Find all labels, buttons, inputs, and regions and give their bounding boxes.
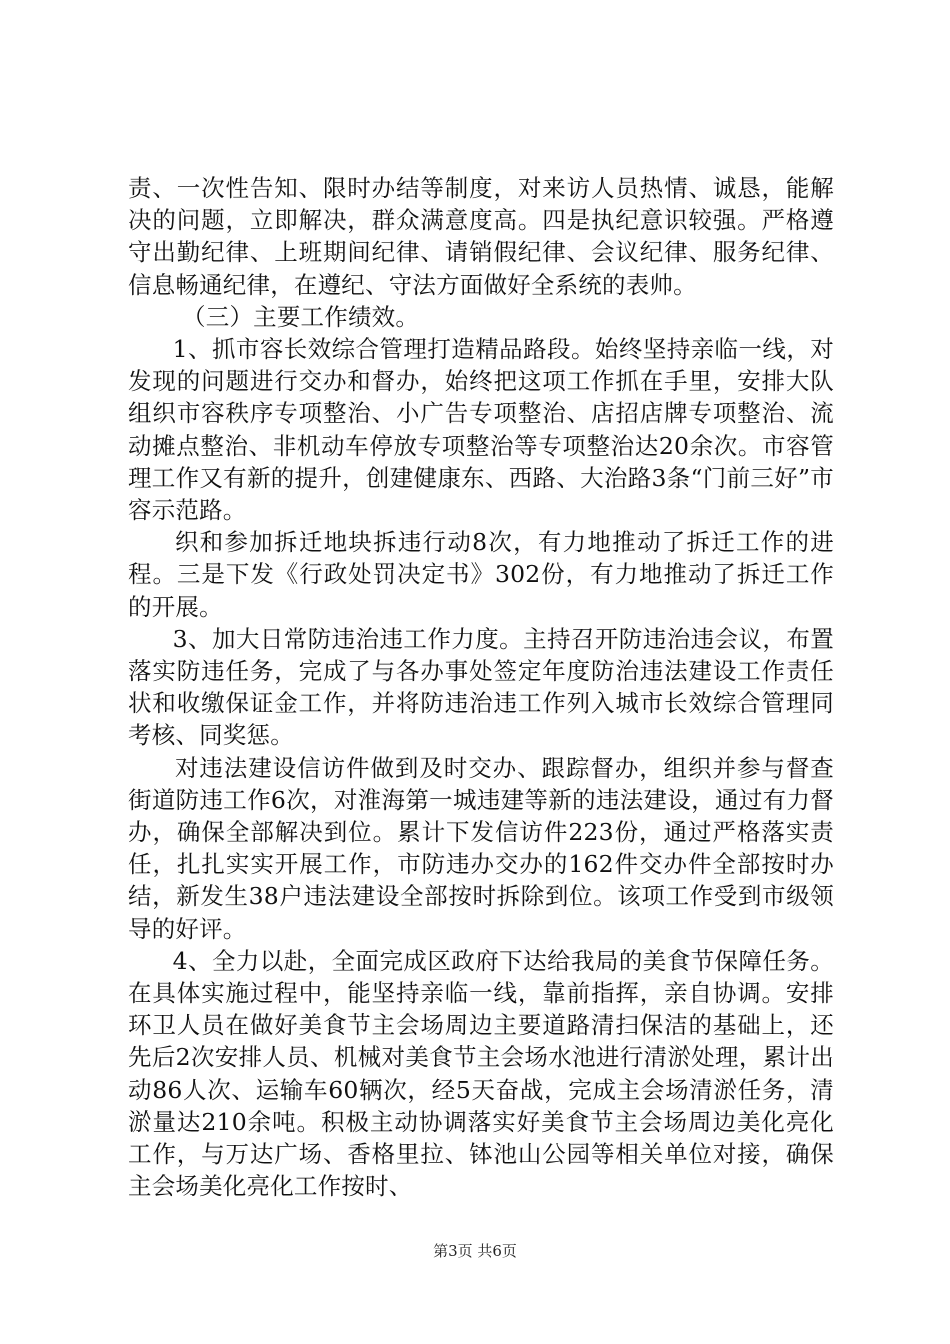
paragraph-item-4: 4、全力以赴，全面完成区政府下达给我局的美食节保障任务。在具体实施过程中，能坚持亲临一线，靠前指挥，亲自协调。安排环卫人员在做好美食节主会场周边主要道路清扫保洁的基础上，还先后2次安排人员、机械对美食节主会场水池进行清淤处理，累计出动86人次、运输车60辆次，经5天奋战，完成主会场清淤任务，清淤量达210余吨。积极主动协调落实好美食节主会场周边美化亮化工作，与万达广场、香格里拉、钵池山公园等相关单位对接，确保主会场美化亮化工作按时、 — [128, 946, 834, 1201]
document-body — [128, 172, 834, 1203]
paragraph-continuation: 责、一次性告知、限时办结等制度，对来访人员热情、诚恳，能解决的问题，立即解决，群众满意度高。四是执纪意识较强。严格遵守出勤纪律、上班期间纪律、请销假纪律、会议纪律、服务纪律、信息畅通纪律，在遵纪、守法方面做好全系统的表帅。 — [128, 174, 834, 299]
page-footer: 第3页 共6页 — [433, 1242, 517, 1260]
section-heading-main-achievements: （三）主要工作绩效。 — [182, 302, 420, 331]
paragraph-item-1: 1、抓市容长效综合管理打造精品路段。始终坚持亲临一线，对发现的问题进行交办和督办，始终把这项工作抓在手里，安排大队组织市容秩序专项整治、小广告专项整治、店招店牌专项整治、流动摊点整治、非机动车停放专项整治等专项整治达20余次。市容管理工作又有新的提升，创建健康东、西路、大治路3条“门前三好”市容示范路。 — [128, 335, 834, 525]
paragraph-demolition: 织和参加拆迁地块拆违行动8次，有力地推动了拆迁工作的进程。三是下发《行政处罚决定书》302份，有力地推动了拆迁工作的开展。 — [128, 528, 834, 621]
paragraph-petition: 对违法建设信访件做到及时交办、跟踪督办，组织并参与督查街道防违工作6次，对淮海第一城违建等新的违法建设，通过有力督办，确保全部解决到位。累计下发信访件223份，通过严格落实责任，扎扎实实开展工作，市防违办交办的162件交办件全部按时办结，新发生38户违法建设全部按时拆除到位。该项工作受到市级领导的好评。 — [128, 753, 834, 943]
paragraph-item-3: 3、加大日常防违治违工作力度。主持召开防违治违会议，布置落实防违任务，完成了与各办事处签定年度防治违法建设工作责任状和收缴保证金工作，并将防违治违工作列入城市长效综合管理同考核、同奖惩。 — [128, 624, 834, 750]
